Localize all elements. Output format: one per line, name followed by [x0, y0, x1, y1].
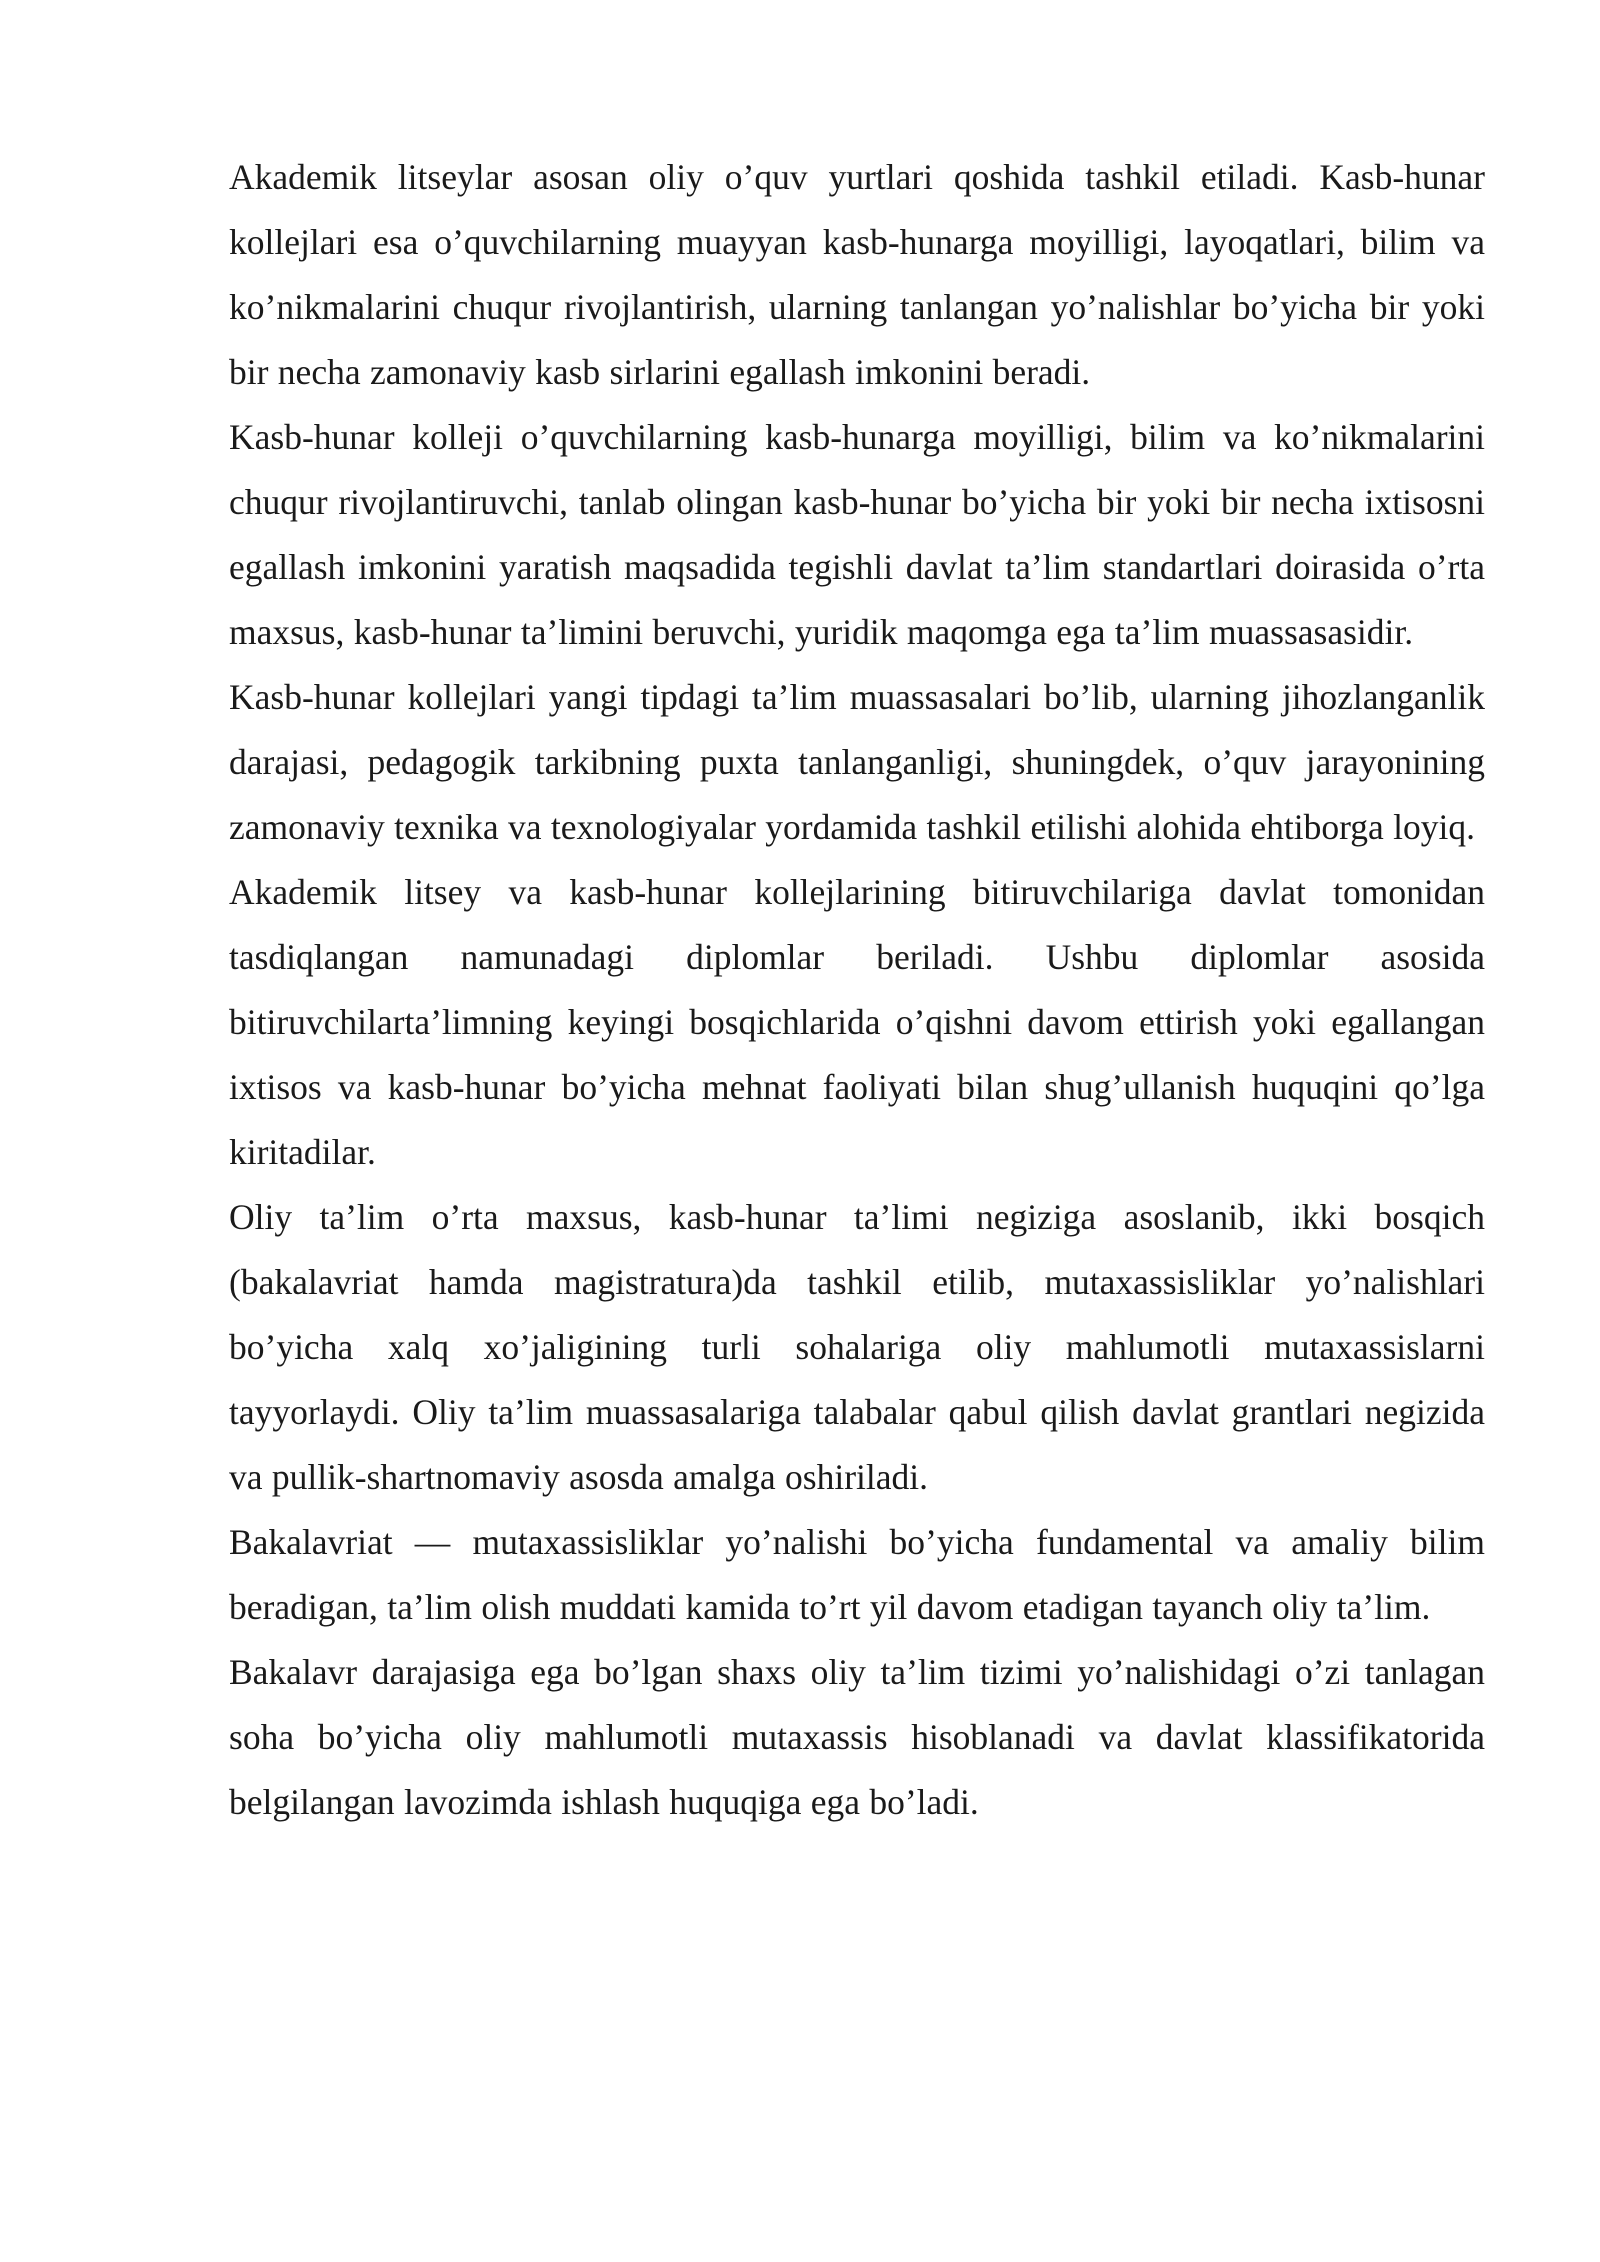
- document-body: [229, 145, 1485, 1835]
- paragraph-6: Bakalavriat — mutaxassisliklar yo’nalishi bo’yicha fundamental va amaliy bilim beradigan, ta’lim olish muddati kamida to’rt yil davom etadigan tayanch oliy ta’lim.: [229, 1522, 1485, 1627]
- paragraph-5: Oliy ta’lim o’rta maxsus, kasb-hunar ta’limi negiziga asoslanib, ikki bosqich (bakalavriat hamda magistratura)da tashkil etilib, mutaxassisliklar yo’nalishlari bo’yicha xalq xo’jaligining turli sohalariga oliy mahlumotli mutaxassislarni tayyorlaydi. Oliy ta’lim muassasalariga talabalar qabul qilish davlat grantlari negizida va pullik-shartnomaviy asosda amalga oshiriladi.: [229, 1197, 1485, 1497]
- paragraph-7: Bakalavr darajasiga ega bo’lgan shaxs oliy ta’lim tizimi yo’nalishidagi o’zi tanlagan soha bo’yicha oliy mahlumotli mutaxassis hisoblanadi va davlat klassifikatorida belgilangan lavozimda ishlash huquqiga ega bo’ladi.: [229, 1652, 1485, 1822]
- paragraph-1: Akademik litseylar asosan oliy o’quv yurtlari qoshida tashkil etiladi. Kasb-hunar kollejlari esa o’quvchilarning muayyan kasb-hunarga moyilligi, layoqatlari, bilim va ko’nikmalarini chuqur rivojlantirish, ularning tanlangan yo’nalishlar bo’yicha bir yoki bir necha zamonaviy kasb sirlarini egallash imkonini beradi.: [229, 157, 1485, 392]
- paragraph-2: Kasb-hunar kolleji o’quvchilarning kasb-hunarga moyilligi, bilim va ko’nikmalarini chuqur rivojlantiruvchi, tanlab olingan kasb-hunar bo’yicha bir yoki bir necha ixtisosni egallash imkonini yaratish maqsadida tegishli davlat ta’lim standartlari doirasida o’rta maxsus, kasb-hunar ta’limini beruvchi, yuridik maqomga ega ta’lim muassasasidir.: [229, 417, 1485, 652]
- paragraph-4: Akademik litsey va kasb-hunar kollejlarining bitiruvchilariga davlat tomonidan tasdiqlangan namunadagi diplomlar beriladi. Ushbu diplomlar asosida bitiruvchilarta’limning keyingi bosqichlarida o’qishni davom ettirish yoki egallangan ixtisos va kasb-hunar bo’yicha mehnat faoliyati bilan shug’ullanish huquqini qo’lga kiritadilar.: [229, 872, 1485, 1172]
- paragraph-3: Kasb-hunar kollejlari yangi tipdagi ta’lim muassasalari bo’lib, ularning jihozlanganlik darajasi, pedagogik tarkibning puxta tanlanganligi, shuningdek, o’quv jarayonining zamonaviy texnika va texnologiyalar yordamida tashkil etilishi alohida ehtiborga loyiq.: [229, 677, 1485, 847]
